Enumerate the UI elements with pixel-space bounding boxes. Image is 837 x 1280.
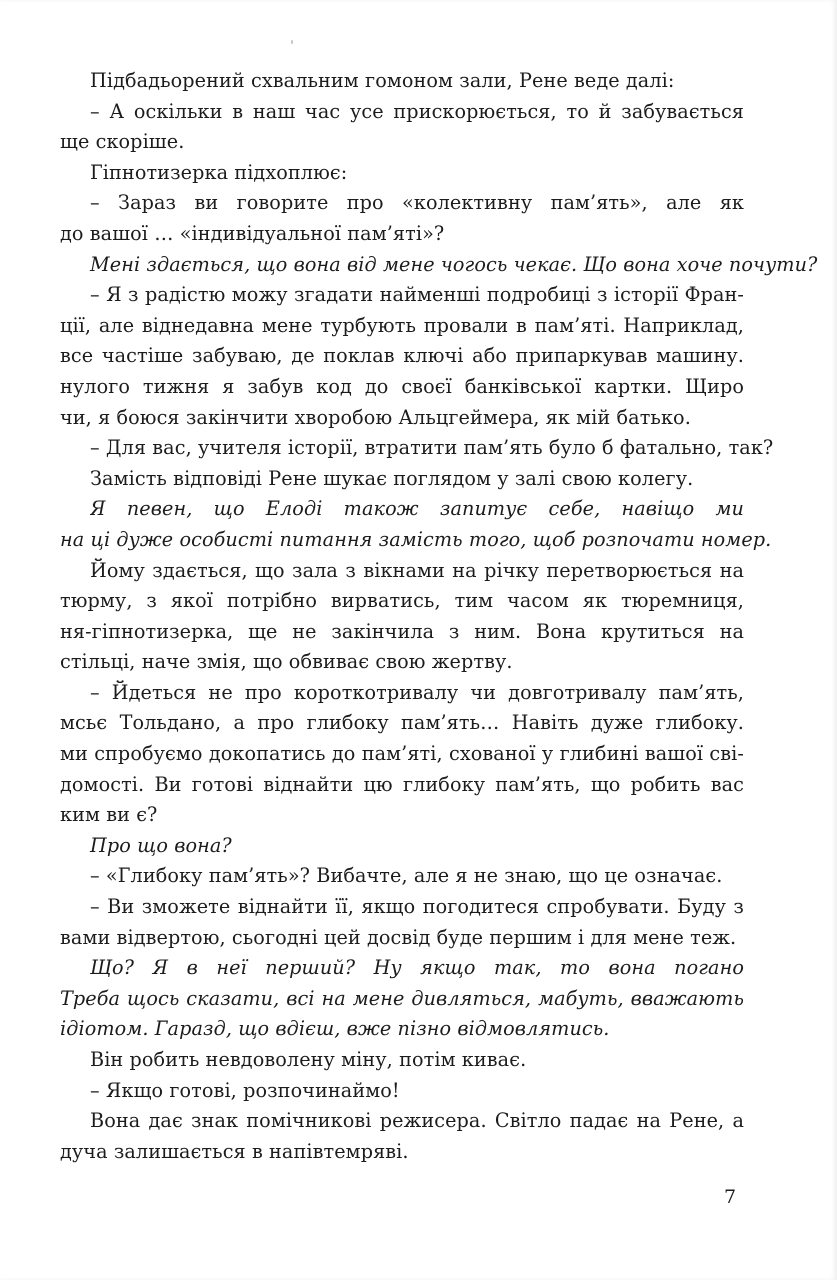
text-line: до вашої … «індивідуальної пам’яті»? xyxy=(60,221,445,245)
text-line: Замість відповіді Рене шукає поглядом у залі свою колегу. xyxy=(90,466,694,490)
text-line: – Йдеться не про короткотривалу чи довготривалу пам’ять, xyxy=(90,680,744,704)
text-line: ми спробуємо докопатись до пам’яті, схованої у глибині вашої сві- xyxy=(60,742,744,766)
text-line: ким ви є? xyxy=(60,803,158,827)
text-line: – «Глибоку пам’ять»? Вибачте, але я не знаю, що це означає. xyxy=(90,864,723,888)
italic-text-line: Про що вона? xyxy=(90,833,232,857)
text-line: домості. Ви готові віднайти цю глибоку пам’ять, що робить вас xyxy=(60,772,744,796)
page-body-text xyxy=(60,66,818,1167)
text-line: Він робить невдоволену міну, потім киває. xyxy=(90,1048,527,1071)
text-line: Йому здається, що зала з вікнами на річку перетворюється на xyxy=(90,558,744,582)
italic-text-line: ідіотом. Гаразд, що вдієш, вже пізно відмовлятись. xyxy=(60,1017,610,1041)
text-line: Вона дає знак помічникові режисера. Світло падає на Рене, а xyxy=(90,1109,744,1133)
text-line: ще скоріше. xyxy=(60,130,185,154)
italic-text-line: Я певен, що Елоді також запитує себе, навіщо ми xyxy=(90,497,744,521)
text-line: ня-гіпнотизерка, ще не закінчила з ним. Вона крутиться на xyxy=(60,619,744,643)
text-line: Гіпнотизерка підхоплює: xyxy=(90,160,348,184)
italic-text-line: на ці дуже особисті питання замість того, щоб розпочати номер. xyxy=(60,527,772,551)
italic-text-line: Треба щось сказати, всі на мене дивляться, мабуть, вважають xyxy=(60,986,744,1010)
text-line: нулого тижня я забув код до своєї банківської картки. Щиро xyxy=(60,374,744,398)
text-line: стільці, наче змія, що обвиває свою жертву. xyxy=(60,650,513,674)
text-line: – Ви зможете віднайти її, якщо погодитеся спробувати. Буду з xyxy=(90,895,744,919)
text-line: Підбадьорений схвальним гомоном зали, Рене веде далі: xyxy=(90,69,675,92)
text-line: вами відвертою, сьогодні цей досвід буде першим і для мене теж. xyxy=(60,925,737,949)
text-line: – Якщо готові, розпочинаймо! xyxy=(90,1078,400,1102)
italic-text-line: Що? Я в неї перший? Ну якщо так, то вона погано xyxy=(90,956,744,980)
text-line: – А оскільки в наш час усе прискорюється, то й забувається xyxy=(90,99,744,123)
text-line: чи, я боюся закінчити хворобою Альцгеймера, як мій батько. xyxy=(60,405,691,429)
text-line: ції, але віднедавна мене турбують провали в пам’яті. Наприклад, xyxy=(60,313,744,337)
italic-text-line: Мені здається, що вона від мене чогось чекає. Що вона хоче почути? xyxy=(90,252,818,276)
text-line: – Для вас, учителя історії, втратити пам’ять було б фатально, так? xyxy=(90,436,774,460)
scan-speck xyxy=(291,40,293,44)
text-line: дуча залишається в напівтемряві. xyxy=(60,1139,409,1163)
text-line: тюрму, з якої потрібно вирватись, тим часом як тюремниця, xyxy=(60,589,744,613)
page-number: 7 xyxy=(724,1186,737,1208)
text-line: все частіше забуваю, де поклав ключі або припаркував машину. xyxy=(60,344,744,368)
text-line: – Зараз ви говорите про «колективну пам’ять», але як xyxy=(90,191,744,215)
text-line: мсьє Тольдано, а про глибоку пам’ять… Навіть дуже глибоку. xyxy=(60,711,744,735)
text-line: – Я з радістю можу згадати найменші подробиці з історії Фран- xyxy=(90,283,744,307)
